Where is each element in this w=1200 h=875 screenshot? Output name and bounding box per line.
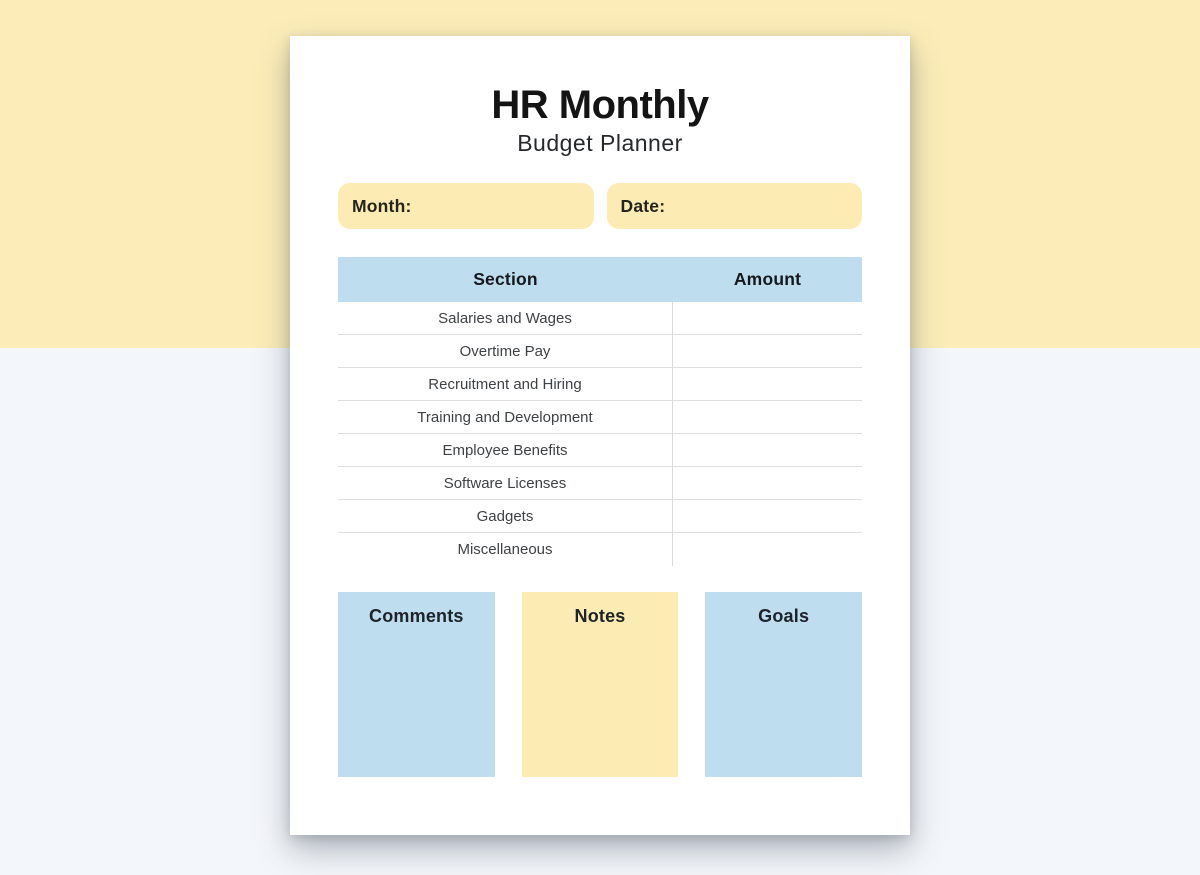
table-row [338, 401, 862, 434]
table-row [338, 533, 862, 566]
section-cell: Gadgets [338, 500, 673, 532]
comments-box-title: Comments [369, 606, 464, 626]
amount-cell[interactable] [673, 335, 862, 367]
section-cell: Recruitment and Hiring [338, 368, 673, 400]
section-cell: Overtime Pay [338, 335, 673, 367]
goals-box-title: Goals [758, 606, 810, 626]
page-subtitle: Budget Planner [517, 130, 683, 156]
table-row [338, 335, 862, 368]
section-cell: Miscellaneous [338, 533, 673, 566]
amount-cell[interactable] [673, 500, 862, 532]
table-row [338, 434, 862, 467]
amount-cell[interactable] [673, 401, 862, 433]
table-header-row [338, 257, 862, 302]
comments-box[interactable] [338, 592, 495, 777]
table-row [338, 500, 862, 533]
section-cell: Employee Benefits [338, 434, 673, 466]
budget-table [338, 257, 862, 566]
table-row [338, 302, 862, 335]
page-title: HR Monthly [491, 83, 709, 127]
date-label: Date: [620, 195, 666, 216]
notes-box-title: Notes [574, 606, 626, 626]
notes-boxes-row [338, 592, 862, 777]
amount-cell[interactable] [673, 467, 862, 499]
amount-cell[interactable] [673, 302, 862, 334]
goals-box[interactable] [705, 592, 862, 777]
section-cell: Salaries and Wages [338, 302, 673, 334]
section-column-header: Section [473, 269, 538, 289]
amount-cell[interactable] [673, 368, 862, 400]
amount-cell[interactable] [673, 434, 862, 466]
notes-box[interactable] [522, 592, 679, 777]
planner-page [290, 36, 910, 835]
month-label: Month: [352, 195, 412, 216]
section-cell: Software Licenses [338, 467, 673, 499]
amount-column-header: Amount [733, 269, 802, 289]
fields-row [338, 183, 862, 229]
table-row [338, 368, 862, 401]
date-field[interactable] [607, 183, 863, 229]
amount-cell[interactable] [673, 533, 862, 566]
section-cell: Training and Development [338, 401, 673, 433]
table-row [338, 467, 862, 500]
month-field[interactable] [338, 183, 594, 229]
